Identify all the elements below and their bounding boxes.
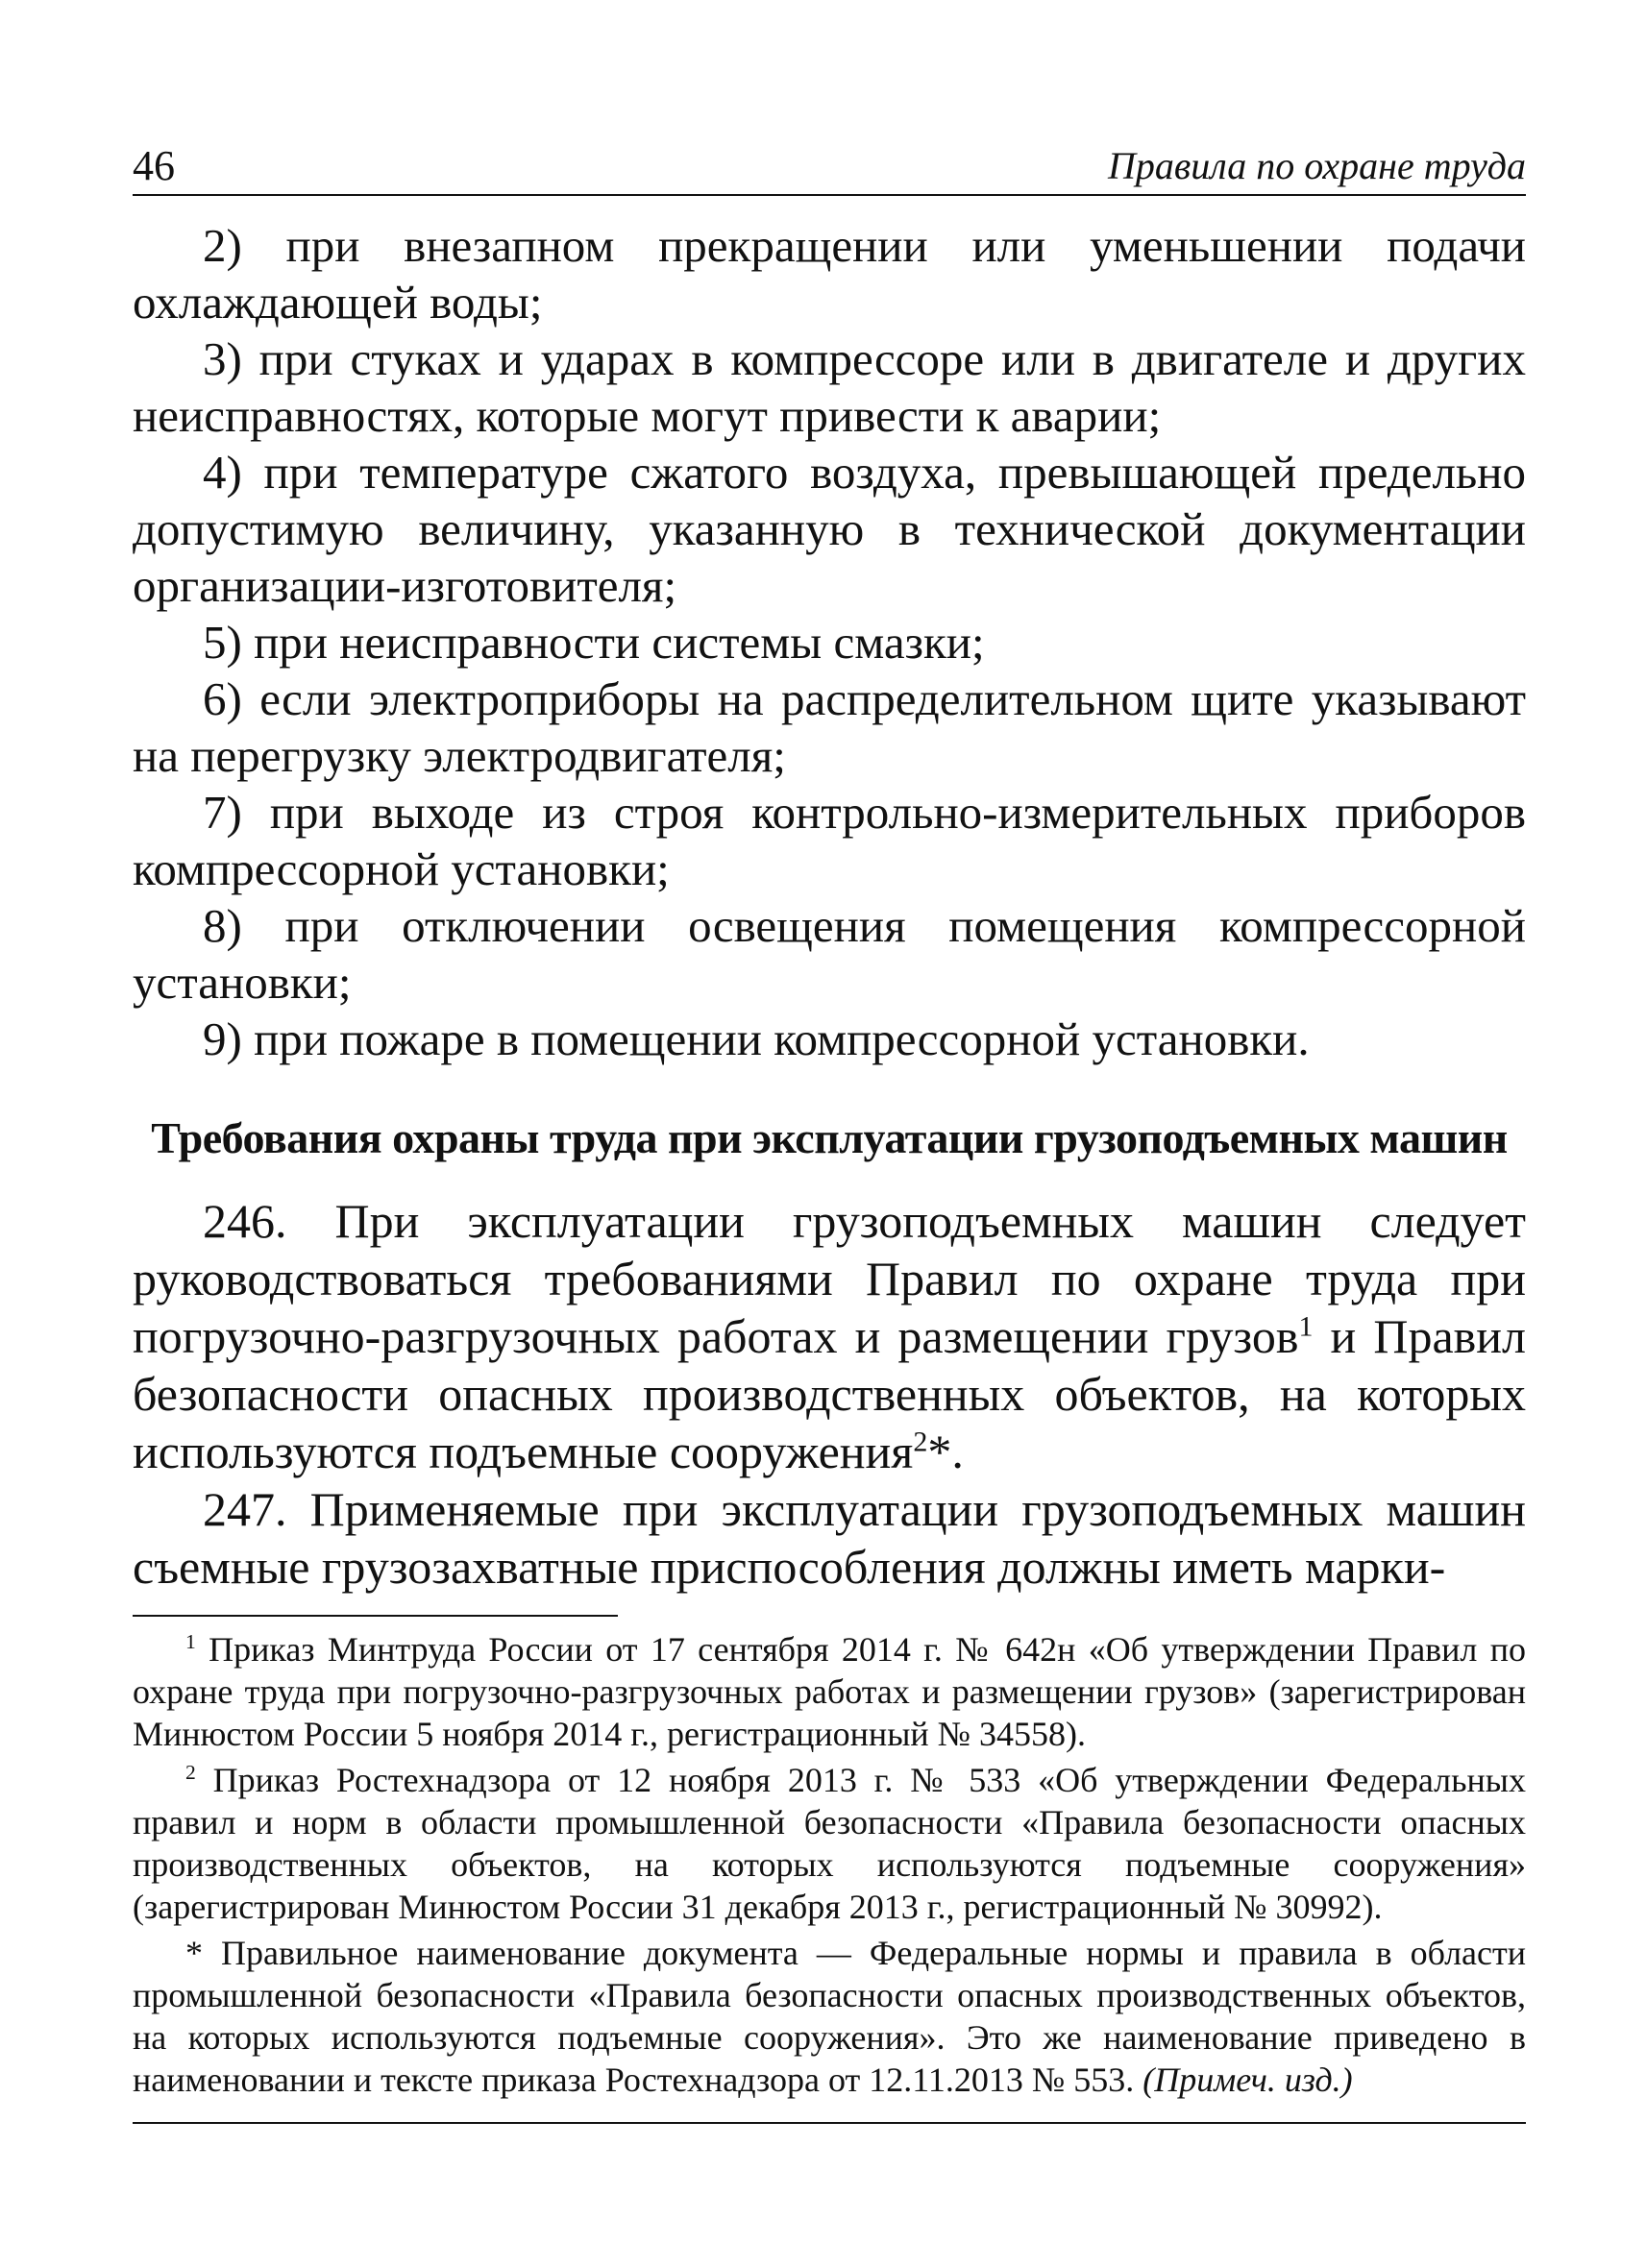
page-number: 46 <box>133 142 175 189</box>
running-header <box>133 134 1526 196</box>
footnote-1-text: Приказ Минтруда России от 17 сентября 2014 г. № 642н «Об утверждении Правил по охране труда при погрузочно-разгрузочных работах и размещении грузов» (зарегистрирован Минюстом России 5 ноября 2014 г., регистрационный № 34558). <box>133 1630 1526 1753</box>
footnote-2 <box>133 1759 1526 1928</box>
running-title: Правила по охране труда <box>1108 144 1526 187</box>
document-page <box>133 134 1526 2124</box>
footnote-1-mark: 1 <box>185 1630 196 1653</box>
paragraph-246-part1: 246. При эксплуатации грузоподъемных машин следует руководствоваться требованиями Правил по охране труда при погрузочно-разгрузочных работах и размещении грузов <box>133 1194 1526 1363</box>
section-heading: Требования охраны труда при эксплуатации грузоподъемных машин <box>151 1113 1508 1162</box>
list-item: 4) при температуре сжатого воздуха, превышающей предельно допустимую величину, указанную в технической документации организации-изготовителя; <box>133 446 1526 612</box>
paragraph-246 <box>133 1192 1526 1480</box>
list-item: 6) если электроприборы на распределительном щите указывают на перегрузку электродвигателя; <box>133 672 1526 782</box>
paragraph-247: 247. Применяемые при эксплуатации грузоподъемных машин съемные грузозахватные приспособления должны иметь марки- <box>133 1482 1526 1594</box>
footnote-1 <box>133 1628 1526 1755</box>
footnote-ref-2[interactable]: 2 <box>913 1426 928 1458</box>
footnote-star <box>133 1932 1526 2101</box>
list-item: 9) при пожаре в помещении компрессорной установки. <box>203 1012 1310 1065</box>
bottom-divider <box>133 2122 1526 2124</box>
footnote-star-text: * Правильное наименование документа — Федеральные нормы и правила в области промышленной безопасности «Правила безопасности опасных производственных объектов, на которых используются подъемные сооружения». Это же наименование приведено в наименовании и тексте приказа Ростехнадзора от 12.11.2013 № 553. <box>133 1934 1526 2099</box>
paragraph-246-part3: *. <box>927 1425 964 1478</box>
editor-note: (Примеч. изд.) <box>1142 2061 1353 2099</box>
list-item: 5) при неисправности системы смазки; <box>203 616 985 669</box>
list-item: 8) при отключении освещения помещения компрессорной установки; <box>133 899 1526 1009</box>
list-item: 3) при стуках и ударах в компрессоре или в двигателе и других неисправностях, которые могут привести к аварии; <box>133 332 1526 442</box>
list-item: 2) при внезапном прекращении или уменьшении подачи охлаждающей воды; <box>133 219 1526 329</box>
footnote-2-mark: 2 <box>185 1761 196 1784</box>
body-text <box>133 217 1526 1596</box>
footnotes <box>133 1628 1526 2101</box>
list-item: 7) при выходе из строя контрольно-измерительных приборов компрессорной установки; <box>133 786 1526 895</box>
footnote-divider <box>133 1615 618 1617</box>
footnote-ref-1[interactable]: 1 <box>1298 1310 1314 1343</box>
footnote-2-text: Приказ Ростехнадзора от 12 ноября 2013 г. № 533 «Об утверждении Федеральных правил и норм в области промышленной безопасности «Правила безопасности опасных производственных объектов, на которых используются подъемные сооружения» (зарегистрирован Минюстом России 31 декабря 2013 г., регистрационный № 30992). <box>133 1761 1526 1926</box>
paragraph-246-part2: и Правил безопасности опасных производственных объектов, на которых используются подъемные сооружения <box>133 1309 1526 1478</box>
